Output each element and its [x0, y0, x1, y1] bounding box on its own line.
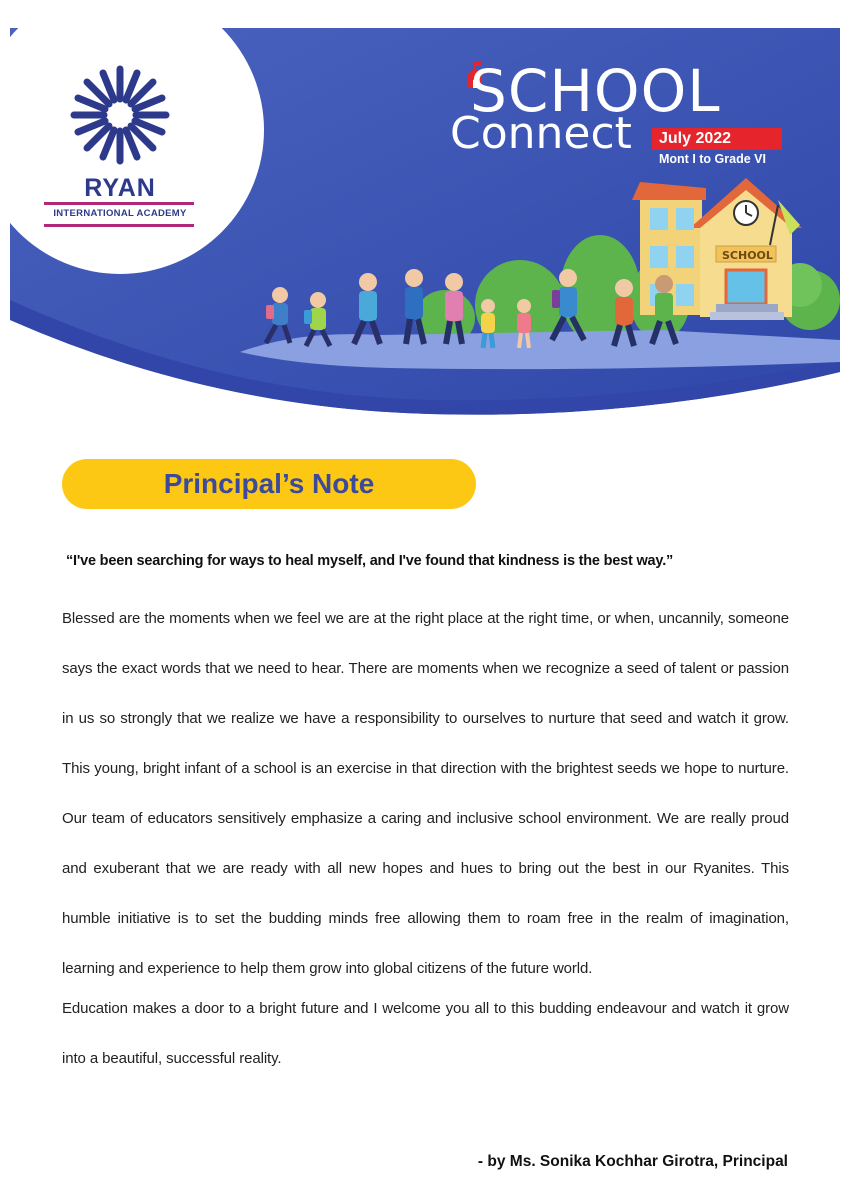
brand-subtitle: INTERNATIONAL ACADEMY: [53, 208, 187, 219]
ground-path: [240, 330, 840, 369]
paragraph: Blessed are the moments when we feel we are at the right place at the right time, or when, uncannily, someone says the exact words that we need to hear. There are moments when we recognize a seed of talent or passion in us so strongly that we realize we have a responsibility to ourselves to nurture that seed and watch it grow. This young, bright infant of a school is an exercise in that direction with the brightest seeds we hope to nurture. Our team of educators sensitively emphasize a caring and inclusive school environment. We are really proud and exuberant that we are ready with all new hopes and hues to bring out the best in our Ryanites. This humble initiative is to set the budding minds free allowing them to roam free in the realm of imagination, learning and experience to help them grow into global citizens of the future world.: [62, 610, 789, 977]
magazine-title-connect: Connect: [450, 108, 632, 159]
magazine-title-school: SCHOOL: [470, 57, 721, 125]
brand-rule-bottom: [44, 224, 194, 227]
section-title: Principal’s Note: [163, 468, 375, 499]
section-pill: [62, 459, 476, 509]
opening-quote: “I've been searching for ways to heal myself, and I've found that kindness is the best way.”: [66, 553, 674, 569]
brand-name: RYAN: [84, 174, 156, 202]
body-text: [62, 594, 789, 1084]
building-sign-text: SCHOOL: [722, 249, 773, 262]
grade-range: Mont I to Grade VI: [659, 152, 766, 166]
paragraph: Education makes a door to a bright future and I welcome you all to this budding endeavour and watch it grow into a beautiful, successful reality.: [62, 1000, 789, 1067]
issue-badge: July 2022: [652, 128, 782, 150]
signature: - by Ms. Sonika Kochhar Girotra, Principal: [477, 1153, 788, 1170]
